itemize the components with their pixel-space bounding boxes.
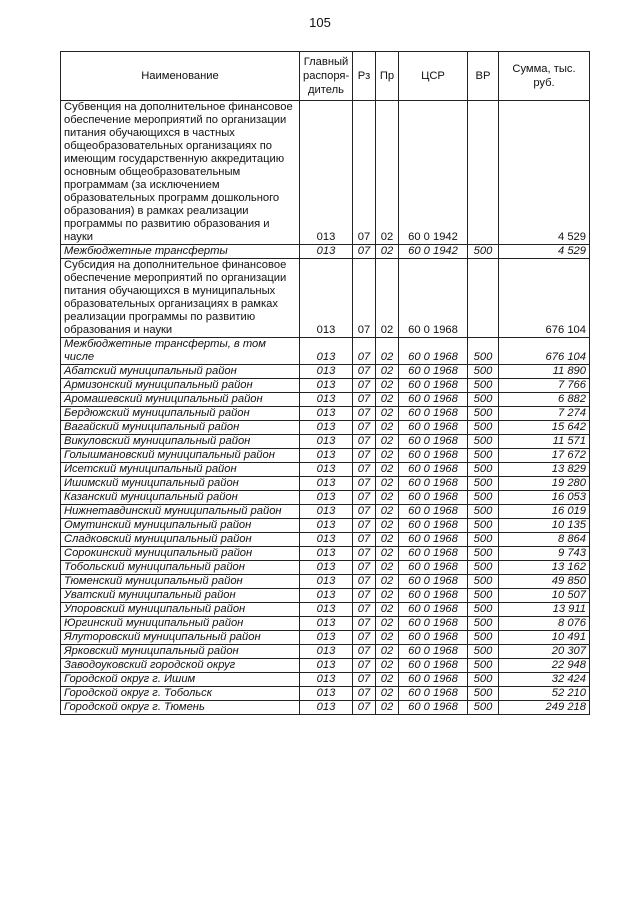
cell-vr: 500 [468,338,499,365]
cell-sum: 676 104 [499,338,590,365]
cell-csr: 60 0 1968 [399,463,468,477]
table-row [61,379,590,393]
cell-csr: 60 0 1968 [399,631,468,645]
table-row [61,659,590,673]
cell-sum: 13 911 [499,603,590,617]
cell-gr: 013 [300,589,353,603]
cell-rz: 07 [353,435,376,449]
cell-pr: 02 [376,701,399,715]
cell-name: Абатский муниципальный район [61,365,300,379]
cell-csr: 60 0 1968 [399,379,468,393]
cell-name: Городской округ г. Ишим [61,673,300,687]
budget-table [60,51,590,715]
table-row [61,617,590,631]
cell-csr: 60 0 1968 [399,338,468,365]
cell-gr: 013 [300,421,353,435]
table-row [61,365,590,379]
cell-name: Голышмановский муниципальный район [61,449,300,463]
cell-vr: 500 [468,393,499,407]
cell-rz: 07 [353,533,376,547]
header-vr: ВР [468,52,499,101]
cell-name: Субсидия на дополнительное финансовое обеспечение мероприятий по организации питания обучающихся в муниципальных образовательных организациях в рамках реализации программы по развитию образования и науки [61,259,300,338]
cell-sum: 8 864 [499,533,590,547]
cell-csr: 60 0 1968 [399,561,468,575]
cell-vr: 500 [468,421,499,435]
cell-pr: 02 [376,491,399,505]
cell-name: Субвенция на дополнительное финансовое обеспечение мероприятий по организации питания обучающихся в частных общеобразовательных организациях по имеющим государственную аккредитацию основным общеобразовательным программам (за исключением образовательных программ дошкольного образования) в рамках реализации программы по развитию образования и науки [61,101,300,245]
cell-sum: 11 890 [499,365,590,379]
cell-pr: 02 [376,421,399,435]
table-row [61,259,590,338]
cell-csr: 60 0 1968 [399,701,468,715]
header-pr: Пр [376,52,399,101]
cell-name: Тобольский муниципальный район [61,561,300,575]
cell-pr: 02 [376,561,399,575]
cell-csr: 60 0 1968 [399,491,468,505]
cell-vr [468,259,499,338]
cell-rz: 07 [353,449,376,463]
cell-sum: 15 642 [499,421,590,435]
cell-csr: 60 0 1968 [399,449,468,463]
cell-rz: 07 [353,259,376,338]
cell-csr: 60 0 1968 [399,659,468,673]
cell-sum: 17 672 [499,449,590,463]
cell-name: Армизонский муниципальный район [61,379,300,393]
table-row [61,393,590,407]
cell-csr: 60 0 1968 [399,547,468,561]
cell-gr: 013 [300,435,353,449]
cell-vr: 500 [468,505,499,519]
table-row [61,101,590,245]
cell-csr: 60 0 1968 [399,505,468,519]
cell-pr: 02 [376,631,399,645]
cell-gr: 013 [300,491,353,505]
cell-pr: 02 [376,575,399,589]
cell-gr: 013 [300,561,353,575]
cell-sum: 10 491 [499,631,590,645]
table-row [61,561,590,575]
table-row [61,421,590,435]
cell-pr: 02 [376,505,399,519]
cell-sum: 676 104 [499,259,590,338]
cell-pr: 02 [376,589,399,603]
table-row [61,701,590,715]
cell-name: Городской округ г. Тобольск [61,687,300,701]
cell-rz: 07 [353,421,376,435]
cell-gr: 013 [300,338,353,365]
cell-vr: 500 [468,533,499,547]
table-header-row [61,52,590,101]
cell-rz: 07 [353,101,376,245]
cell-sum: 16 053 [499,491,590,505]
cell-sum: 13 162 [499,561,590,575]
cell-vr: 500 [468,379,499,393]
cell-name: Омутинский муниципальный район [61,519,300,533]
cell-gr: 013 [300,631,353,645]
cell-pr: 02 [376,338,399,365]
cell-vr: 500 [468,589,499,603]
cell-name: Исетский муниципальный район [61,463,300,477]
cell-sum: 9 743 [499,547,590,561]
cell-gr: 013 [300,547,353,561]
table-row [61,687,590,701]
cell-sum: 10 507 [499,589,590,603]
table-row [61,245,590,259]
page-number: 105 [309,15,331,30]
cell-csr: 60 0 1968 [399,533,468,547]
cell-gr: 013 [300,519,353,533]
cell-csr: 60 0 1968 [399,645,468,659]
cell-gr: 013 [300,259,353,338]
cell-sum: 52 210 [499,687,590,701]
header-sum: Сумма, тыс. руб. [499,52,590,101]
cell-csr: 60 0 1968 [399,393,468,407]
cell-sum: 7 766 [499,379,590,393]
cell-sum: 49 850 [499,575,590,589]
cell-pr: 02 [376,449,399,463]
cell-rz: 07 [353,407,376,421]
cell-pr: 02 [376,603,399,617]
table-row [61,407,590,421]
cell-gr: 013 [300,603,353,617]
table-row [61,449,590,463]
cell-name: Ярковский муниципальный район [61,645,300,659]
cell-csr: 60 0 1968 [399,673,468,687]
cell-gr: 013 [300,673,353,687]
header-rz: Рз [353,52,376,101]
table-row [61,463,590,477]
cell-csr: 60 0 1942 [399,101,468,245]
cell-csr: 60 0 1968 [399,603,468,617]
cell-rz: 07 [353,659,376,673]
cell-name: Викуловский муниципальный район [61,435,300,449]
cell-rz: 07 [353,338,376,365]
cell-gr: 013 [300,687,353,701]
table-row [61,673,590,687]
cell-name: Уватский муниципальный район [61,589,300,603]
cell-vr: 500 [468,449,499,463]
cell-csr: 60 0 1968 [399,589,468,603]
cell-sum: 6 882 [499,393,590,407]
table-row [61,491,590,505]
cell-name: Казанский муниципальный район [61,491,300,505]
cell-rz: 07 [353,631,376,645]
cell-csr: 60 0 1968 [399,687,468,701]
cell-vr: 500 [468,407,499,421]
cell-sum: 8 076 [499,617,590,631]
cell-csr: 60 0 1968 [399,407,468,421]
cell-pr: 02 [376,463,399,477]
cell-vr: 500 [468,547,499,561]
cell-vr: 500 [468,687,499,701]
table-row [61,435,590,449]
cell-pr: 02 [376,547,399,561]
cell-rz: 07 [353,491,376,505]
cell-name: Ялуторовский муниципальный район [61,631,300,645]
cell-gr: 013 [300,575,353,589]
cell-pr: 02 [376,407,399,421]
cell-name: Упоровский муниципальный район [61,603,300,617]
table-row [61,589,590,603]
cell-rz: 07 [353,603,376,617]
cell-sum: 11 571 [499,435,590,449]
cell-pr: 02 [376,477,399,491]
cell-sum: 19 280 [499,477,590,491]
cell-name: Аромашевский муниципальный район [61,393,300,407]
cell-rz: 07 [353,393,376,407]
cell-sum: 4 529 [499,245,590,259]
cell-vr: 500 [468,519,499,533]
cell-csr: 60 0 1968 [399,617,468,631]
header-name: Наименование [61,52,300,101]
cell-rz: 07 [353,617,376,631]
cell-gr: 013 [300,477,353,491]
cell-rz: 07 [353,547,376,561]
cell-pr: 02 [376,673,399,687]
cell-gr: 013 [300,645,353,659]
table-row [61,505,590,519]
cell-pr: 02 [376,645,399,659]
table-row [61,631,590,645]
cell-vr: 500 [468,463,499,477]
cell-vr: 500 [468,435,499,449]
cell-sum: 4 529 [499,101,590,245]
cell-name: Бердюжский муниципальный район [61,407,300,421]
cell-rz: 07 [353,561,376,575]
cell-pr: 02 [376,617,399,631]
cell-name: Тюменский муниципальный район [61,575,300,589]
cell-csr: 60 0 1968 [399,519,468,533]
cell-vr: 500 [468,575,499,589]
table-row [61,477,590,491]
cell-rz: 07 [353,519,376,533]
cell-sum: 16 019 [499,505,590,519]
cell-sum: 22 948 [499,659,590,673]
cell-pr: 02 [376,687,399,701]
cell-rz: 07 [353,245,376,259]
table-body [61,101,590,715]
cell-name: Городской округ г. Тюмень [61,701,300,715]
cell-rz: 07 [353,365,376,379]
cell-rz: 07 [353,379,376,393]
cell-name: Межбюджетные трансферты, в том числе [61,338,300,365]
cell-rz: 07 [353,687,376,701]
cell-rz: 07 [353,463,376,477]
cell-pr: 02 [376,519,399,533]
cell-sum: 10 135 [499,519,590,533]
cell-name: Ишимский муниципальный район [61,477,300,491]
cell-vr: 500 [468,701,499,715]
cell-gr: 013 [300,701,353,715]
cell-rz: 07 [353,575,376,589]
cell-rz: 07 [353,505,376,519]
header-csr: ЦСР [399,52,468,101]
cell-csr: 60 0 1968 [399,421,468,435]
cell-name: Юргинский муниципальный район [61,617,300,631]
cell-pr: 02 [376,259,399,338]
cell-pr: 02 [376,379,399,393]
cell-pr: 02 [376,365,399,379]
cell-vr: 500 [468,365,499,379]
table-row [61,575,590,589]
cell-vr: 500 [468,631,499,645]
cell-name: Нижнетавдинский муниципальный район [61,505,300,519]
cell-name: Вагайский муниципальный район [61,421,300,435]
cell-gr: 013 [300,379,353,393]
cell-sum: 7 274 [499,407,590,421]
cell-gr: 013 [300,533,353,547]
table-row [61,603,590,617]
cell-gr: 013 [300,463,353,477]
cell-vr: 500 [468,659,499,673]
cell-sum: 20 307 [499,645,590,659]
cell-vr: 500 [468,617,499,631]
cell-name: Сорокинский муниципальный район [61,547,300,561]
cell-vr: 500 [468,491,499,505]
cell-csr: 60 0 1968 [399,477,468,491]
cell-name: Заводоуковский городской округ [61,659,300,673]
cell-vr: 500 [468,477,499,491]
cell-csr: 60 0 1968 [399,435,468,449]
table-row [61,533,590,547]
cell-rz: 07 [353,645,376,659]
cell-gr: 013 [300,449,353,463]
cell-sum: 249 218 [499,701,590,715]
cell-pr: 02 [376,393,399,407]
cell-gr: 013 [300,393,353,407]
cell-vr: 500 [468,561,499,575]
cell-csr: 60 0 1942 [399,245,468,259]
table-row [61,645,590,659]
cell-pr: 02 [376,435,399,449]
cell-gr: 013 [300,617,353,631]
cell-vr: 500 [468,645,499,659]
table-row [61,338,590,365]
cell-vr: 500 [468,673,499,687]
cell-gr: 013 [300,505,353,519]
cell-vr [468,101,499,245]
cell-name: Сладковский муниципальный район [61,533,300,547]
cell-sum: 13 829 [499,463,590,477]
cell-gr: 013 [300,245,353,259]
cell-csr: 60 0 1968 [399,365,468,379]
cell-vr: 500 [468,245,499,259]
cell-gr: 013 [300,659,353,673]
cell-rz: 07 [353,589,376,603]
cell-csr: 60 0 1968 [399,575,468,589]
cell-pr: 02 [376,659,399,673]
cell-name: Межбюджетные трансферты [61,245,300,259]
cell-gr: 013 [300,101,353,245]
cell-sum: 32 424 [499,673,590,687]
cell-rz: 07 [353,477,376,491]
cell-rz: 07 [353,673,376,687]
table-row [61,519,590,533]
header-manager: Главный распоря-дитель [300,52,353,101]
cell-csr: 60 0 1968 [399,259,468,338]
cell-gr: 013 [300,365,353,379]
cell-pr: 02 [376,533,399,547]
cell-rz: 07 [353,701,376,715]
cell-pr: 02 [376,245,399,259]
cell-vr: 500 [468,603,499,617]
cell-gr: 013 [300,407,353,421]
table-row [61,547,590,561]
cell-pr: 02 [376,101,399,245]
